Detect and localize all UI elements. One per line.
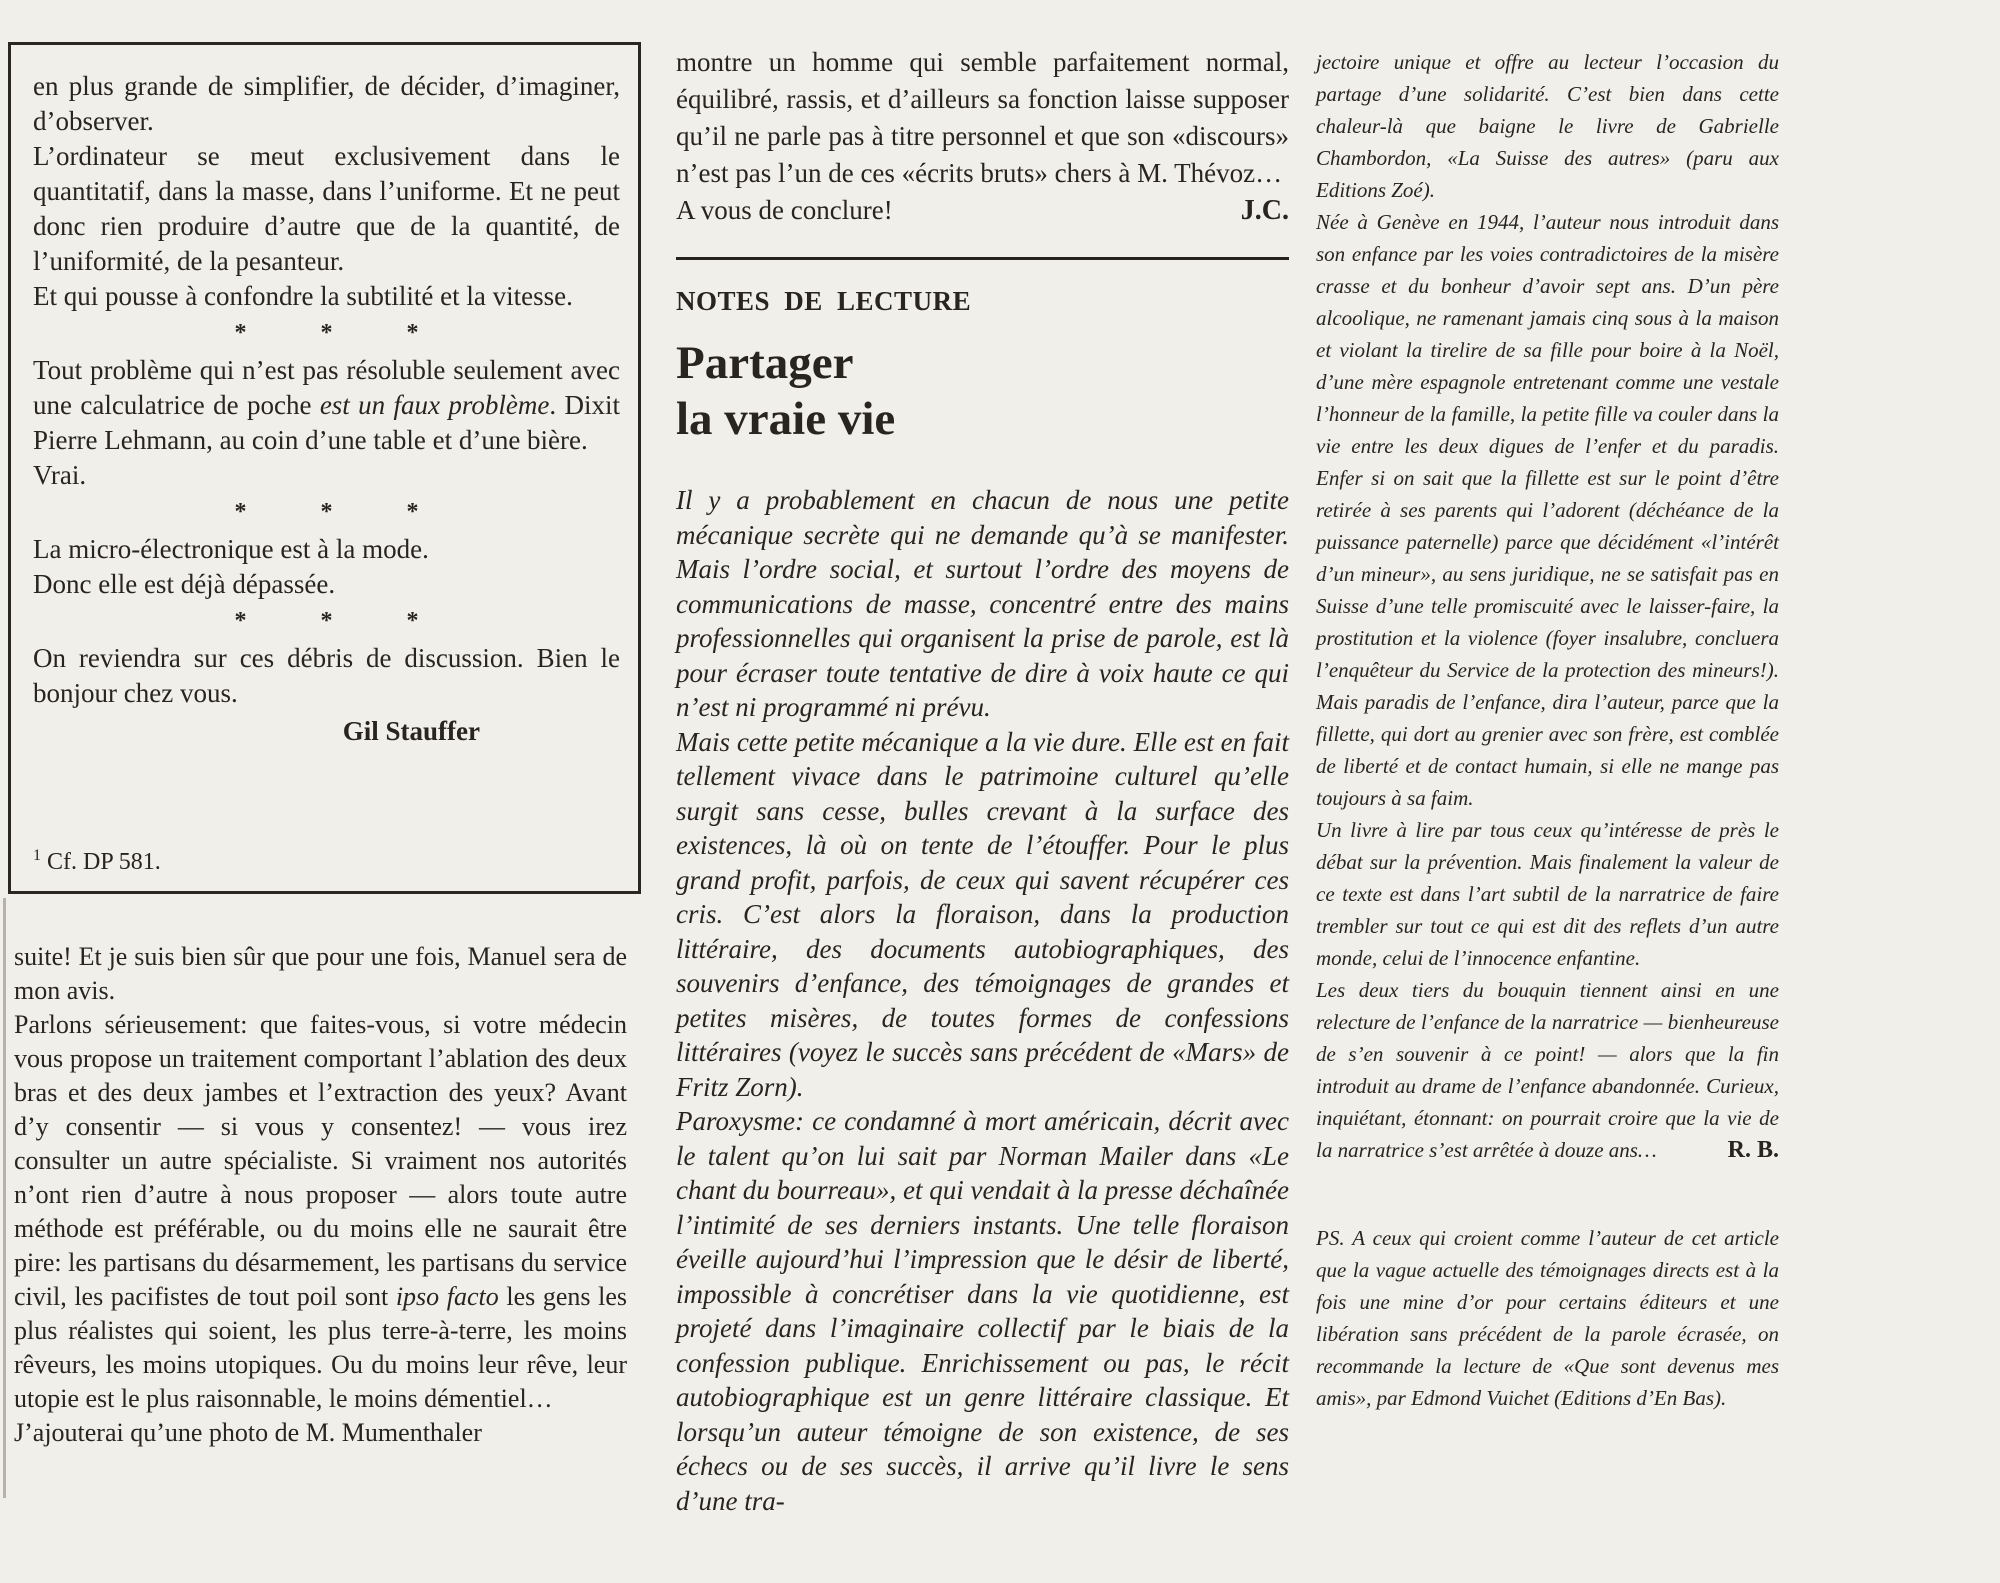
left-column-continuation [14, 940, 627, 1450]
footnote [33, 841, 620, 877]
footnote-marker: 1 [33, 847, 41, 864]
body-paragraph: jectoire unique et offre au lecteur l’occasion du partage d’une solidarité. C’est bien dans cette chaleur-là que baigne le livre de Gabrielle Chambordon, «La Suisse des autres» (paru aux Editions Zoé). [1316, 50, 1779, 202]
star-separator: * * * [234, 499, 453, 525]
body-paragraph: montre un homme qui semble parfaitement normal, équilibré, rassis, et d’ailleurs sa fonction laisse supposer qu’il ne parle pas à titre personnel et que son «discours» n’est pas l’un de ces «écrits bruts» chers à M. Thévoz… [676, 47, 1289, 188]
emphasized-phrase: est un faux problème [319, 390, 550, 420]
author-signature: Gil Stauffer [342, 716, 480, 746]
article-body [676, 483, 1289, 1518]
body-paragraph: suite! Et je suis bien sûr que pour une fois, Manuel sera de mon avis. [14, 942, 627, 1005]
author-signature: R. B. [1727, 1137, 1779, 1163]
boxed-paragraph: Et qui pousse à confondre la subtilité et la vitesse. [33, 281, 573, 311]
body-paragraph: Mais cette petite mécanique a la vie dure. Elle est en fait tellement vivace dans le patrimoine culturel qu’elle surgit sans cesse, bulles crevant à la surface des existences, là où on tente de l’étouffer. Pour le plus grand profit, parfois, de ceux qui savent récupérer ces cris. C’est alors la floraison, dans la production littéraire, des documents autobiographiques, des souvenirs d’enfance, des témoignages de grandes et petites misères, de toutes formes de confessions littéraires (voyez le succès sans précédent de «Mars» de Fritz Zorn). [676, 726, 1289, 1102]
section-divider-rule [676, 257, 1289, 260]
closing-line [676, 192, 1289, 229]
previous-article-ending [676, 44, 1289, 229]
body-paragraph [14, 1008, 627, 1416]
paragraph-text: Parlons sérieusement: que faites-vous, si votre médecin vous propose un traitement comportant l’ablation des deux bras et des deux jambes et l’extraction des yeux? Avant d’y consentir — si vous y consentez! — vous irez consulter un autre spécialiste. Si vraiment nos autorités n’ont rien d’autre à nous proposer — alors toute autre méthode est préférable, ou du moins elle ne saurait être pire: les partisans du désarmement, les partisans du service civil, les pacifistes de tout poil sont [14, 1010, 627, 1311]
postscript-paragraph: PS. A ceux qui croient comme l’auteur de cet article que la vague actuelle des témoignages directs est à la fois une mine d’or pour certains éditeurs et une libération sans précédent de la parole écrasée, on recommande la lecture de «Que sont devenus mes amis», par Edmond Vuichet (Editions d’En Bas). [1316, 1226, 1779, 1410]
title-line: la vraie vie [676, 393, 896, 445]
emphasized-phrase: ipso facto [395, 1282, 499, 1311]
section-kicker: NOTES DE LECTURE [676, 286, 972, 316]
body-paragraph: Un livre à lire par tous ceux qu’intéresse de près le débat sur la prévention. Mais finalement la valeur de ce texte est dans l’art subtil de la narratrice de faire trembler sur tout ce qui est dit des reflets d’un autre monde, celui de l’innocence enfantine. [1316, 818, 1779, 970]
body-paragraph: Il y a probablement en chacun de nous une petite mécanique secrète qui ne demande qu’à se manifester. Mais l’ordre social, et surtout l’ordre des moyens de communications de masse, concentré entre des mains professionnelles qui organisent la prise de parole, est là pour écraser toute tentative de dire à voix haute ce qui n’est ni programmé ni prévu. [676, 485, 1289, 722]
title-line: Partager [676, 337, 854, 389]
right-column [1316, 46, 1779, 1414]
boxed-paragraph: La micro-électronique est à la mode. [33, 534, 429, 564]
paragraph-text: . Dixit Pierre Lehmann, au coin d’une table et d’une bière. [33, 390, 620, 455]
paragraph-text: les gens les plus réalistes qui soient, les plus terre-à-terre, les moins rêveurs, les moins utopiques. Ou du moins leur rêve, leur utopie est le plus raisonnable, le moins démentiel… [14, 1282, 627, 1413]
footnote-text: Cf. DP 581. [47, 849, 161, 875]
boxed-paragraph: en plus grande de simplifier, de décider, d’imaginer, d’observer. [33, 71, 620, 136]
article-title [676, 335, 1289, 447]
body-paragraph: Née à Genève en 1944, l’auteur nous introduit dans son enfance par les voies contradictoires de la misère crasse et du bonheur d’avoir sept ans. D’un père alcoolique, ne ramenant jamais cinq sous à la maison et violant la tirelire de sa fille pour boire à la Noël, d’une mère espagnole entretenant comme une vestale l’honneur de la famille, la petite fille va couler dans la vie entre les deux digues de l’enfer et du paradis. Enfer si on sait que la fillette est sur le point d’être retirée à ses parents qui l’adorent (déchéance de la puissance paternelle) parce que décidément «l’intérêt d’un mineur», au sens juridique, ne se satisfait pas en Suisse d’une telle promiscuité avec le laisser-faire, la prostitution et la violence (foyer insalubre, concluera l’enquêteur du Service de la protection des mineurs!). Mais paradis de l’enfance, dira l’auteur, parce que la fillette, qui dort au grenier avec son frère, est comblée de liberté et de contact humain, si elle ne mange pas toujours à sa faim. [1316, 210, 1779, 810]
boxed-article [8, 42, 641, 894]
paragraph-text: Tout problème qui n’est pas résoluble seulement avec une calculatrice de poche [33, 355, 620, 420]
boxed-paragraph: Donc elle est déjà dépassée. [33, 569, 336, 599]
closing-text: A vous de conclure! [676, 195, 893, 225]
body-paragraph: J’ajouterai qu’une photo de M. Mumenthaler [14, 1418, 482, 1447]
body-paragraph: Les deux tiers du bouquin tiennent ainsi en une relecture de l’enfance de la narratrice — bienheureuse de s’en souvenir à ce point! — alors que la fin introduit au drame de l’enfance abandonnée. Curieux, inquiétant, étonnant: on pourrait croire que la vie de la narratrice s’est arrêtée à douze ans… [1316, 978, 1779, 1162]
middle-column [676, 44, 1289, 1518]
boxed-paragraph: L’ordinateur se meut exclusivement dans le quantitatif, dans la masse, dans l’uniforme. Et ne peut donc rien produire d’autre que de la quantité, de l’uniformité, de la pesanteur. [33, 141, 620, 276]
author-signature: J.C. [1240, 195, 1289, 226]
star-separator: * * * [234, 320, 453, 346]
page-scan-edge [3, 898, 6, 1498]
boxed-paragraph [33, 353, 620, 458]
body-paragraph: Paroxysme: ce condamné à mort américain, décrit avec le talent qu’on lui sait par Norman Mailer dans «Le chant du bourreau», et qui vendait à la presse déchaînée l’intimité de ses derniers instants. Une telle floraison éveille aujourd’hui l’impression que le désir de liberté, impossible à concrétiser dans la vie quotidienne, est projeté dans l’imaginaire collectif par le biais de la confession publique. Enrichissement ou pas, le récit autobiographique est un genre littéraire classique. Et lorsqu’un auteur témoigne de son existence, de ses échecs ou de ses succès, il arrive qu’il livre le sens d’une tra- [676, 1106, 1289, 1516]
boxed-paragraph: Vrai. [33, 460, 87, 490]
boxed-paragraph: On reviendra sur ces débris de discussion. Bien le bonjour chez vous. [33, 643, 620, 708]
star-separator: * * * [234, 608, 453, 634]
